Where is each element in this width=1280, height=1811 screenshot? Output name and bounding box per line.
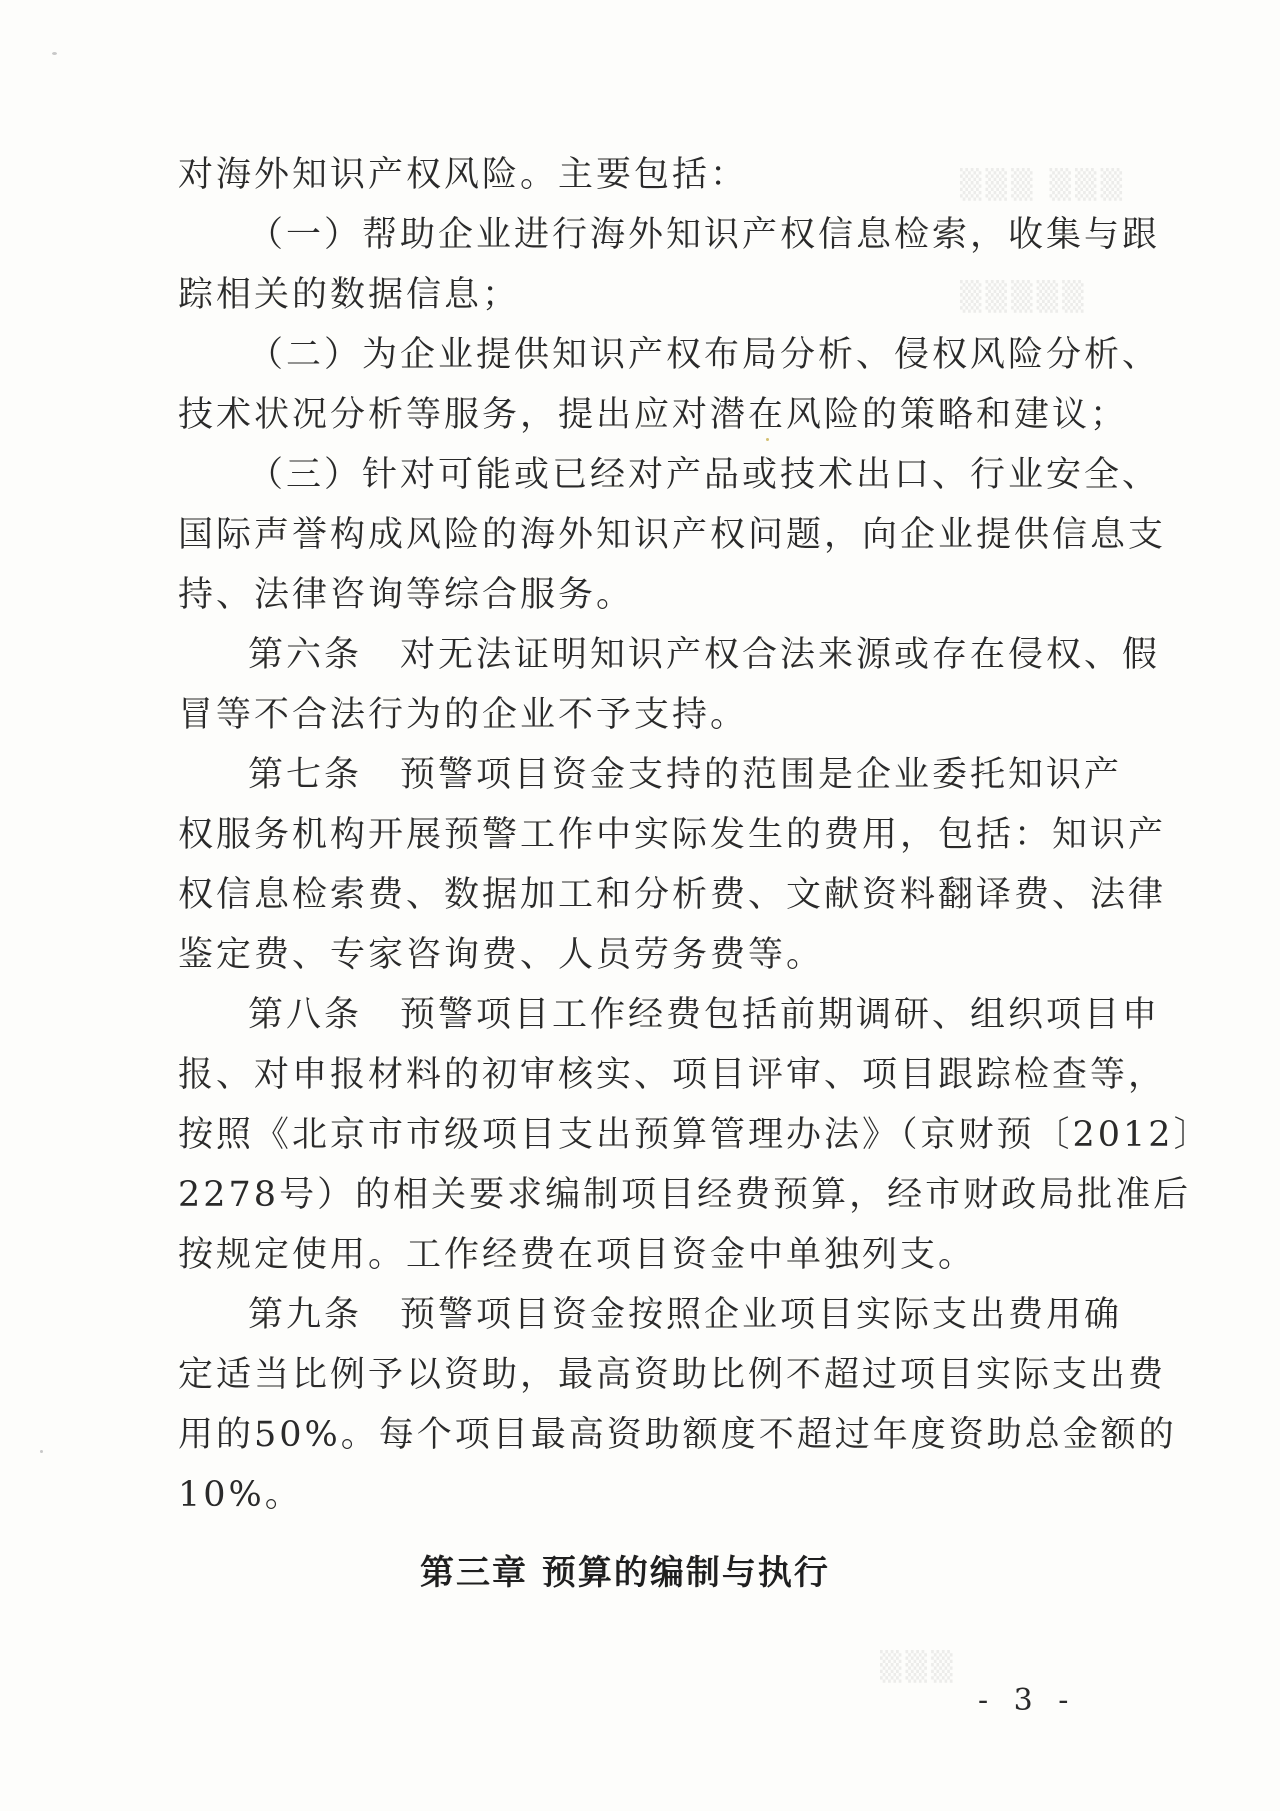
chapter-heading: 第三章 预算的编制与执行 — [420, 1553, 830, 1593]
text-line: 2278号）的相关要求编制项目经费预算，经市财政局批准后 — [178, 1175, 1192, 1215]
scan-speck — [40, 1450, 43, 1453]
text-line: 10%。 — [178, 1475, 303, 1515]
text-line: 冒等不合法行为的企业不予支持。 — [178, 695, 749, 735]
text-line: 鉴定费、专家咨询费、人员劳务费等。 — [178, 935, 825, 975]
text-line: （二）为企业提供知识产权布局分析、侵权风险分析、 — [248, 335, 1161, 375]
text-line: 用的50%。每个项目最高资助额度不超过年度资助总金额的 — [178, 1415, 1177, 1455]
text-line: 报、对申报材料的初审核实、项目评审、项目跟踪检查等， — [178, 1055, 1167, 1095]
article-7-line: 第七条 预警项目资金支持的范围是企业委托知识产 — [248, 755, 1123, 795]
text-line: 对海外知识产权风险。主要包括： — [178, 155, 749, 195]
article-9-line: 第九条 预警项目资金按照企业项目实际支出费用确 — [248, 1295, 1123, 1335]
body-text — [178, 145, 1212, 1525]
text-line: （一）帮助企业进行海外知识产权信息检索，收集与跟 — [248, 215, 1161, 255]
text-line: 按规定使用。工作经费在项目资金中单独列支。 — [178, 1235, 977, 1275]
page-number: - 3 - — [978, 1683, 1077, 1718]
scan-speck — [52, 52, 57, 55]
text-line: 权服务机构开展预警工作中实际发生的费用，包括：知识产 — [178, 815, 1167, 855]
text-line: 国际声誉构成风险的海外知识产权问题，向企业提供信息支 — [178, 515, 1167, 555]
bleed-through-text: ▒▒▒ ▒▒▒ — [960, 168, 1127, 201]
text-line: 按照《北京市市级项目支出预算管理办法》（京财预〔2012〕 — [178, 1115, 1212, 1155]
text-line: 踪相关的数据信息； — [178, 275, 521, 315]
article-6-line: 第六条 对无法证明知识产权合法来源或存在侵权、假 — [248, 635, 1161, 675]
text-line: 权信息检索费、数据加工和分析费、文献资料翻译费、法律 — [178, 875, 1167, 915]
text-line: 定适当比例予以资助，最高资助比例不超过项目实际支出费 — [178, 1355, 1167, 1395]
text-line: （三）针对可能或已经对产品或技术出口、行业安全、 — [248, 455, 1161, 495]
text-line: 持、法律咨询等综合服务。 — [178, 575, 635, 615]
bleed-through-text: ▒▒▒ — [880, 1650, 957, 1683]
bleed-through-text: ▒▒▒▒▒ — [960, 280, 1088, 313]
article-8-line: 第八条 预警项目工作经费包括前期调研、组织项目申 — [248, 995, 1161, 1035]
text-line: 技术状况分析等服务，提出应对潜在风险的策略和建议； — [178, 395, 1129, 435]
